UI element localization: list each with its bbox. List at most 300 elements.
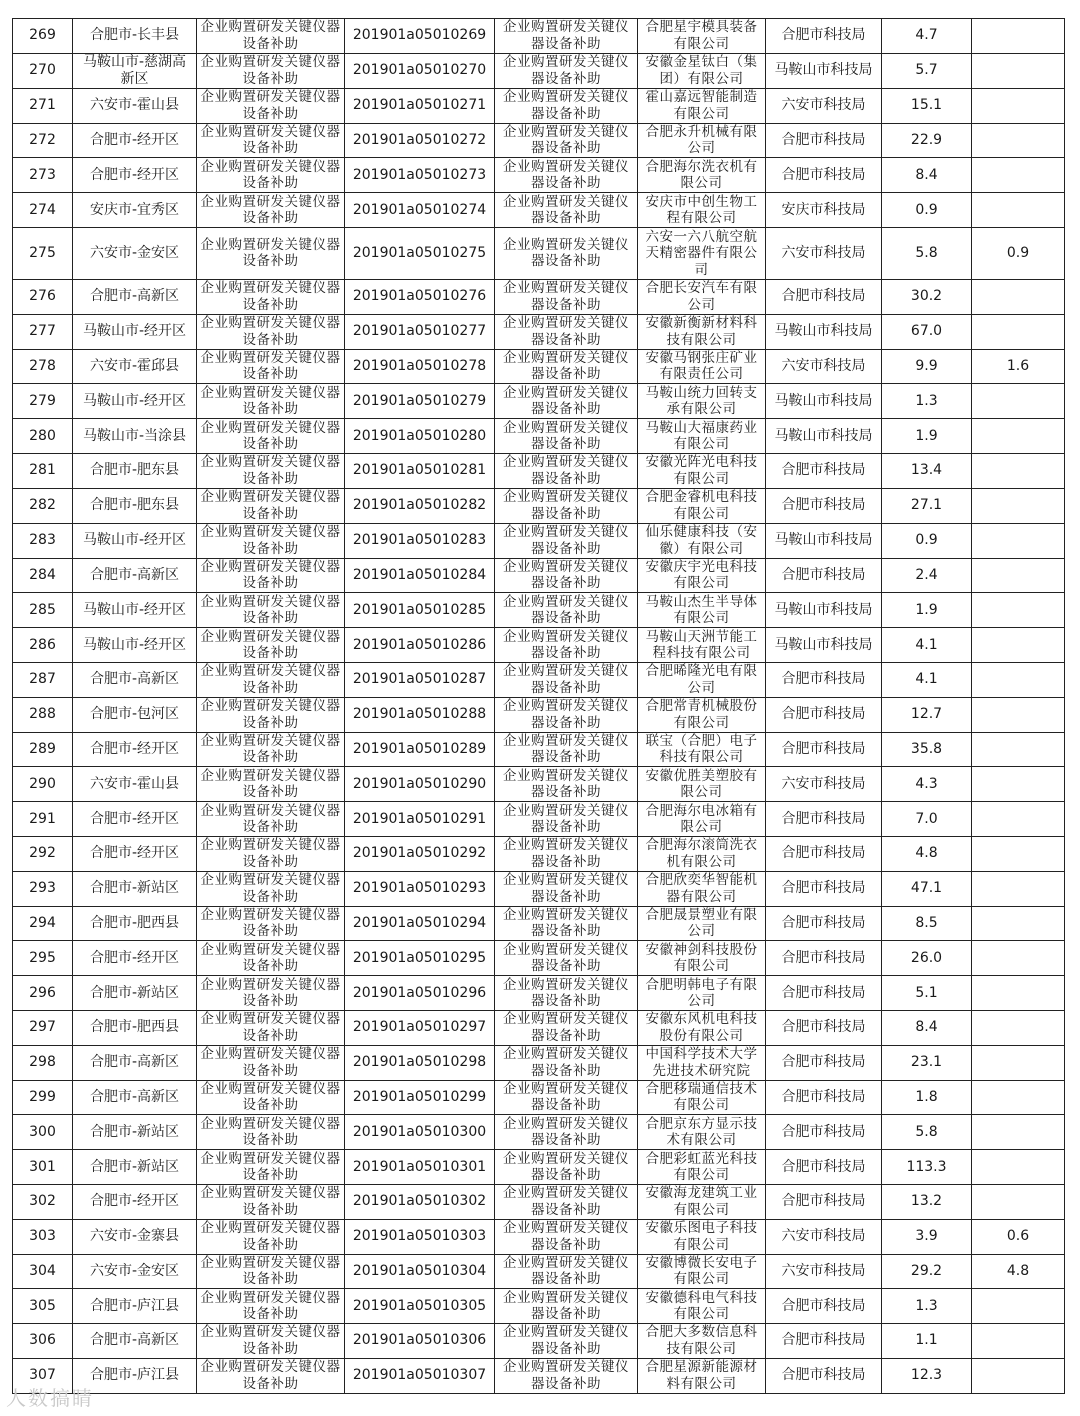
project-category: 企业购置研发关键仪器设备补助	[197, 1254, 345, 1289]
table-row	[13, 836, 1065, 871]
project-name: 企业购置研发关键仪器设备补助	[495, 53, 638, 88]
extra-amount	[972, 1289, 1065, 1324]
table-row	[13, 123, 1065, 158]
supervising-agency: 马鞍山市科技局	[766, 628, 882, 663]
project-name: 企业购置研发关键仪器设备补助	[495, 732, 638, 767]
project-category: 企业购置研发关键仪器设备补助	[197, 697, 345, 732]
row-index: 285	[13, 593, 73, 628]
supervising-agency: 合肥市科技局	[766, 1184, 882, 1219]
project-code: 201901a05010270	[345, 53, 495, 88]
project-code: 201901a05010275	[345, 227, 495, 279]
company-name: 合肥海尔电冰箱有限公司	[638, 802, 766, 837]
project-name: 企业购置研发关键仪器设备补助	[495, 1254, 638, 1289]
project-name: 企业购置研发关键仪器设备补助	[495, 1115, 638, 1150]
region: 马鞍山市-经开区	[73, 523, 197, 558]
subsidy-amount: 9.9	[882, 349, 972, 384]
project-category: 企业购置研发关键仪器设备补助	[197, 941, 345, 976]
subsidy-amount: 1.9	[882, 593, 972, 628]
table-row	[13, 1150, 1065, 1185]
row-index: 304	[13, 1254, 73, 1289]
subsidy-amount: 1.8	[882, 1080, 972, 1115]
extra-amount	[972, 523, 1065, 558]
supervising-agency: 六安市科技局	[766, 349, 882, 384]
company-name: 安徽海龙建筑工业有限公司	[638, 1184, 766, 1219]
company-name: 合肥彩虹蓝光科技有限公司	[638, 1150, 766, 1185]
project-name: 企业购置研发关键仪器设备补助	[495, 1289, 638, 1324]
project-category: 企业购置研发关键仪器设备补助	[197, 767, 345, 802]
subsidy-table	[12, 18, 1065, 1394]
extra-amount: 4.8	[972, 1254, 1065, 1289]
supervising-agency: 合肥市科技局	[766, 1324, 882, 1359]
supervising-agency: 合肥市科技局	[766, 906, 882, 941]
table-row	[13, 941, 1065, 976]
table-row	[13, 802, 1065, 837]
supervising-agency: 合肥市科技局	[766, 123, 882, 158]
supervising-agency: 马鞍山市科技局	[766, 419, 882, 454]
project-name: 企业购置研发关键仪器设备补助	[495, 1010, 638, 1045]
project-code: 201901a05010287	[345, 662, 495, 697]
company-name: 合肥晞隆光电有限公司	[638, 662, 766, 697]
table-row	[13, 158, 1065, 193]
region: 合肥市-经开区	[73, 1184, 197, 1219]
extra-amount	[972, 871, 1065, 906]
project-name: 企业购置研发关键仪器设备补助	[495, 976, 638, 1011]
extra-amount	[972, 158, 1065, 193]
extra-amount	[972, 976, 1065, 1011]
supervising-agency: 六安市科技局	[766, 767, 882, 802]
project-code: 201901a05010274	[345, 193, 495, 228]
project-category: 企业购置研发关键仪器设备补助	[197, 1219, 345, 1254]
supervising-agency: 合肥市科技局	[766, 697, 882, 732]
company-name: 合肥海尔洗衣机有限公司	[638, 158, 766, 193]
company-name: 马鞍山大福康药业有限公司	[638, 419, 766, 454]
company-name: 仙乐健康科技（安徽）有限公司	[638, 523, 766, 558]
extra-amount	[972, 88, 1065, 123]
region: 合肥市-经开区	[73, 941, 197, 976]
subsidy-amount: 113.3	[882, 1150, 972, 1185]
subsidy-amount: 1.9	[882, 419, 972, 454]
row-index: 279	[13, 384, 73, 419]
extra-amount	[972, 1358, 1065, 1393]
row-index: 280	[13, 419, 73, 454]
extra-amount	[972, 836, 1065, 871]
region: 合肥市-高新区	[73, 662, 197, 697]
company-name: 合肥京东方显示技术有限公司	[638, 1115, 766, 1150]
company-name: 中国科学技术大学先进技术研究院	[638, 1045, 766, 1080]
project-name: 企业购置研发关键仪器设备补助	[495, 767, 638, 802]
row-index: 281	[13, 453, 73, 488]
extra-amount	[972, 662, 1065, 697]
project-category: 企业购置研发关键仪器设备补助	[197, 193, 345, 228]
region: 六安市-金安区	[73, 227, 197, 279]
project-category: 企业购置研发关键仪器设备补助	[197, 593, 345, 628]
region: 六安市-霍邱县	[73, 349, 197, 384]
table-row	[13, 976, 1065, 1011]
extra-amount	[972, 314, 1065, 349]
company-name: 安徽庆宇光电科技有限公司	[638, 558, 766, 593]
company-name: 合肥星源新能源材料有限公司	[638, 1358, 766, 1393]
table-row	[13, 279, 1065, 314]
project-name: 企业购置研发关键仪器设备补助	[495, 1184, 638, 1219]
row-index: 305	[13, 1289, 73, 1324]
subsidy-amount: 1.3	[882, 384, 972, 419]
extra-amount	[972, 906, 1065, 941]
company-name: 合肥大多数信息科技有限公司	[638, 1324, 766, 1359]
table-row	[13, 53, 1065, 88]
region: 合肥市-肥东县	[73, 488, 197, 523]
project-code: 201901a05010276	[345, 279, 495, 314]
company-name: 安徽金星钛白（集团）有限公司	[638, 53, 766, 88]
project-category: 企业购置研发关键仪器设备补助	[197, 906, 345, 941]
project-category: 企业购置研发关键仪器设备补助	[197, 1115, 345, 1150]
supervising-agency: 马鞍山市科技局	[766, 53, 882, 88]
row-index: 272	[13, 123, 73, 158]
row-index: 282	[13, 488, 73, 523]
project-name: 企业购置研发关键仪器设备补助	[495, 227, 638, 279]
table-row	[13, 732, 1065, 767]
project-code: 201901a05010285	[345, 593, 495, 628]
region: 合肥市-经开区	[73, 836, 197, 871]
company-name: 联宝（合肥）电子科技有限公司	[638, 732, 766, 767]
table-row	[13, 662, 1065, 697]
region: 合肥市-肥西县	[73, 1010, 197, 1045]
row-index: 291	[13, 802, 73, 837]
project-category: 企业购置研发关键仪器设备补助	[197, 314, 345, 349]
row-index: 271	[13, 88, 73, 123]
row-index: 299	[13, 1080, 73, 1115]
subsidy-amount: 12.3	[882, 1358, 972, 1393]
project-code: 201901a05010296	[345, 976, 495, 1011]
subsidy-amount: 4.1	[882, 662, 972, 697]
supervising-agency: 合肥市科技局	[766, 1010, 882, 1045]
extra-amount	[972, 123, 1065, 158]
project-name: 企业购置研发关键仪器设备补助	[495, 871, 638, 906]
company-name: 合肥晟景塑业有限公司	[638, 906, 766, 941]
project-name: 企业购置研发关键仪器设备补助	[495, 1324, 638, 1359]
supervising-agency: 合肥市科技局	[766, 732, 882, 767]
supervising-agency: 合肥市科技局	[766, 1080, 882, 1115]
supervising-agency: 合肥市科技局	[766, 871, 882, 906]
project-category: 企业购置研发关键仪器设备补助	[197, 453, 345, 488]
table-body	[13, 19, 1065, 1394]
project-category: 企业购置研发关键仪器设备补助	[197, 488, 345, 523]
extra-amount: 0.6	[972, 1219, 1065, 1254]
extra-amount	[972, 732, 1065, 767]
company-name: 合肥欣奕华智能机器有限公司	[638, 871, 766, 906]
project-category: 企业购置研发关键仪器设备补助	[197, 349, 345, 384]
table-row	[13, 593, 1065, 628]
project-name: 企业购置研发关键仪器设备补助	[495, 158, 638, 193]
company-name: 六安一六八航空航天精密器件有限公司	[638, 227, 766, 279]
subsidy-amount: 4.3	[882, 767, 972, 802]
subsidy-amount: 67.0	[882, 314, 972, 349]
project-name: 企业购置研发关键仪器设备补助	[495, 453, 638, 488]
project-name: 企业购置研发关键仪器设备补助	[495, 1358, 638, 1393]
project-code: 201901a05010292	[345, 836, 495, 871]
subsidy-amount: 5.8	[882, 227, 972, 279]
supervising-agency: 合肥市科技局	[766, 453, 882, 488]
extra-amount	[972, 419, 1065, 454]
row-index: 302	[13, 1184, 73, 1219]
company-name: 合肥明韩电子有限公司	[638, 976, 766, 1011]
table-row	[13, 88, 1065, 123]
supervising-agency: 马鞍山市科技局	[766, 384, 882, 419]
subsidy-amount: 0.9	[882, 193, 972, 228]
region: 马鞍山市-当涂县	[73, 419, 197, 454]
supervising-agency: 合肥市科技局	[766, 662, 882, 697]
extra-amount	[972, 279, 1065, 314]
project-name: 企业购置研发关键仪器设备补助	[495, 628, 638, 663]
subsidy-amount: 13.2	[882, 1184, 972, 1219]
subsidy-amount: 12.7	[882, 697, 972, 732]
project-name: 企业购置研发关键仪器设备补助	[495, 384, 638, 419]
watermark: 人数搞睛	[6, 1386, 94, 1410]
extra-amount	[972, 1324, 1065, 1359]
subsidy-amount: 30.2	[882, 279, 972, 314]
project-category: 企业购置研发关键仪器设备补助	[197, 628, 345, 663]
region: 合肥市-高新区	[73, 558, 197, 593]
project-name: 企业购置研发关键仪器设备补助	[495, 906, 638, 941]
supervising-agency: 六安市科技局	[766, 88, 882, 123]
project-category: 企业购置研发关键仪器设备补助	[197, 802, 345, 837]
subsidy-amount: 8.4	[882, 158, 972, 193]
subsidy-amount: 3.9	[882, 1219, 972, 1254]
row-index: 287	[13, 662, 73, 697]
row-index: 294	[13, 906, 73, 941]
project-name: 企业购置研发关键仪器设备补助	[495, 1150, 638, 1185]
row-index: 295	[13, 941, 73, 976]
project-name: 企业购置研发关键仪器设备补助	[495, 314, 638, 349]
region: 安庆市-宜秀区	[73, 193, 197, 228]
subsidy-amount: 2.4	[882, 558, 972, 593]
table-row	[13, 871, 1065, 906]
extra-amount	[972, 488, 1065, 523]
company-name: 安徽博微长安电子有限公司	[638, 1254, 766, 1289]
region: 合肥市-高新区	[73, 1045, 197, 1080]
row-index: 276	[13, 279, 73, 314]
row-index: 283	[13, 523, 73, 558]
extra-amount	[972, 19, 1065, 54]
company-name: 安徽马钢张庄矿业有限责任公司	[638, 349, 766, 384]
project-code: 201901a05010280	[345, 419, 495, 454]
extra-amount	[972, 453, 1065, 488]
row-index: 270	[13, 53, 73, 88]
project-category: 企业购置研发关键仪器设备补助	[197, 419, 345, 454]
row-index: 269	[13, 19, 73, 54]
project-code: 201901a05010293	[345, 871, 495, 906]
project-code: 201901a05010306	[345, 1324, 495, 1359]
project-code: 201901a05010300	[345, 1115, 495, 1150]
project-category: 企业购置研发关键仪器设备补助	[197, 1080, 345, 1115]
region: 马鞍山市-经开区	[73, 384, 197, 419]
company-name: 合肥金睿机电科技有限公司	[638, 488, 766, 523]
project-code: 201901a05010277	[345, 314, 495, 349]
supervising-agency: 合肥市科技局	[766, 976, 882, 1011]
subsidy-amount: 5.1	[882, 976, 972, 1011]
region: 马鞍山市-经开区	[73, 593, 197, 628]
company-name: 安徽优胜美塑胶有限公司	[638, 767, 766, 802]
project-code: 201901a05010289	[345, 732, 495, 767]
subsidy-amount: 29.2	[882, 1254, 972, 1289]
project-code: 201901a05010279	[345, 384, 495, 419]
project-category: 企业购置研发关键仪器设备补助	[197, 123, 345, 158]
table-row	[13, 1254, 1065, 1289]
project-code: 201901a05010281	[345, 453, 495, 488]
region: 六安市-霍山县	[73, 88, 197, 123]
supervising-agency: 合肥市科技局	[766, 1115, 882, 1150]
table-row	[13, 419, 1065, 454]
project-name: 企业购置研发关键仪器设备补助	[495, 523, 638, 558]
row-index: 286	[13, 628, 73, 663]
project-name: 企业购置研发关键仪器设备补助	[495, 279, 638, 314]
subsidy-amount: 15.1	[882, 88, 972, 123]
region: 六安市-金寨县	[73, 1219, 197, 1254]
project-code: 201901a05010294	[345, 906, 495, 941]
table-row	[13, 453, 1065, 488]
table-row	[13, 1080, 1065, 1115]
project-code: 201901a05010271	[345, 88, 495, 123]
project-category: 企业购置研发关键仪器设备补助	[197, 1184, 345, 1219]
project-category: 企业购置研发关键仪器设备补助	[197, 836, 345, 871]
extra-amount	[972, 193, 1065, 228]
project-code: 201901a05010295	[345, 941, 495, 976]
supervising-agency: 六安市科技局	[766, 1254, 882, 1289]
project-name: 企业购置研发关键仪器设备补助	[495, 697, 638, 732]
region: 合肥市-包河区	[73, 697, 197, 732]
row-index: 296	[13, 976, 73, 1011]
subsidy-amount: 35.8	[882, 732, 972, 767]
table-row	[13, 1358, 1065, 1393]
project-category: 企业购置研发关键仪器设备补助	[197, 523, 345, 558]
project-category: 企业购置研发关键仪器设备补助	[197, 662, 345, 697]
project-category: 企业购置研发关键仪器设备补助	[197, 976, 345, 1011]
project-name: 企业购置研发关键仪器设备补助	[495, 558, 638, 593]
project-category: 企业购置研发关键仪器设备补助	[197, 1324, 345, 1359]
project-category: 企业购置研发关键仪器设备补助	[197, 1289, 345, 1324]
table-row	[13, 349, 1065, 384]
extra-amount	[972, 593, 1065, 628]
project-code: 201901a05010272	[345, 123, 495, 158]
project-code: 201901a05010302	[345, 1184, 495, 1219]
region: 合肥市-新站区	[73, 1150, 197, 1185]
subsidy-amount: 1.3	[882, 1289, 972, 1324]
table-row	[13, 1324, 1065, 1359]
extra-amount	[972, 1045, 1065, 1080]
project-code: 201901a05010278	[345, 349, 495, 384]
table-row	[13, 523, 1065, 558]
region: 合肥市-长丰县	[73, 19, 197, 54]
extra-amount	[972, 697, 1065, 732]
project-name: 企业购置研发关键仪器设备补助	[495, 836, 638, 871]
region: 合肥市-新站区	[73, 976, 197, 1011]
extra-amount	[972, 1184, 1065, 1219]
subsidy-amount: 4.7	[882, 19, 972, 54]
project-code: 201901a05010286	[345, 628, 495, 663]
project-code: 201901a05010273	[345, 158, 495, 193]
subsidy-amount: 13.4	[882, 453, 972, 488]
region: 六安市-金安区	[73, 1254, 197, 1289]
supervising-agency: 合肥市科技局	[766, 19, 882, 54]
project-category: 企业购置研发关键仪器设备补助	[197, 558, 345, 593]
company-name: 马鞍山杰生半导体有限公司	[638, 593, 766, 628]
table-row	[13, 227, 1065, 279]
supervising-agency: 合肥市科技局	[766, 941, 882, 976]
company-name: 霍山嘉远智能制造有限公司	[638, 88, 766, 123]
row-index: 288	[13, 697, 73, 732]
project-code: 201901a05010301	[345, 1150, 495, 1185]
subsidy-amount: 8.4	[882, 1010, 972, 1045]
supervising-agency: 马鞍山市科技局	[766, 314, 882, 349]
supervising-agency: 合肥市科技局	[766, 279, 882, 314]
row-index: 306	[13, 1324, 73, 1359]
project-category: 企业购置研发关键仪器设备补助	[197, 53, 345, 88]
row-index: 298	[13, 1045, 73, 1080]
project-code: 201901a05010282	[345, 488, 495, 523]
extra-amount	[972, 558, 1065, 593]
company-name: 安徽新衡新材料科技有限公司	[638, 314, 766, 349]
region: 合肥市-高新区	[73, 279, 197, 314]
project-category: 企业购置研发关键仪器设备补助	[197, 1150, 345, 1185]
supervising-agency: 合肥市科技局	[766, 836, 882, 871]
region: 合肥市-新站区	[73, 1115, 197, 1150]
project-code: 201901a05010299	[345, 1080, 495, 1115]
subsidy-amount: 1.1	[882, 1324, 972, 1359]
extra-amount	[972, 1010, 1065, 1045]
row-index: 289	[13, 732, 73, 767]
region: 合肥市-庐江县	[73, 1289, 197, 1324]
supervising-agency: 合肥市科技局	[766, 558, 882, 593]
supervising-agency: 合肥市科技局	[766, 158, 882, 193]
company-name: 马鞍山统力回转支承有限公司	[638, 384, 766, 419]
table-row	[13, 1115, 1065, 1150]
project-code: 201901a05010307	[345, 1358, 495, 1393]
table-row	[13, 384, 1065, 419]
region: 合肥市-经开区	[73, 732, 197, 767]
region: 合肥市-新站区	[73, 871, 197, 906]
company-name: 合肥永升机械有限公司	[638, 123, 766, 158]
company-name: 马鞍山天洲节能工程科技有限公司	[638, 628, 766, 663]
extra-amount	[972, 767, 1065, 802]
table-row	[13, 697, 1065, 732]
project-category: 企业购置研发关键仪器设备补助	[197, 871, 345, 906]
table-row	[13, 488, 1065, 523]
project-name: 企业购置研发关键仪器设备补助	[495, 1045, 638, 1080]
extra-amount	[972, 53, 1065, 88]
extra-amount	[972, 1150, 1065, 1185]
table-row	[13, 628, 1065, 663]
project-name: 企业购置研发关键仪器设备补助	[495, 941, 638, 976]
row-index: 297	[13, 1010, 73, 1045]
project-category: 企业购置研发关键仪器设备补助	[197, 19, 345, 54]
row-index: 292	[13, 836, 73, 871]
project-code: 201901a05010304	[345, 1254, 495, 1289]
region: 六安市-霍山县	[73, 767, 197, 802]
subsidy-amount: 8.5	[882, 906, 972, 941]
row-index: 307	[13, 1358, 73, 1393]
region: 马鞍山市-经开区	[73, 628, 197, 663]
project-name: 企业购置研发关键仪器设备补助	[495, 488, 638, 523]
subsidy-amount: 4.1	[882, 628, 972, 663]
row-index: 300	[13, 1115, 73, 1150]
project-code: 201901a05010269	[345, 19, 495, 54]
table-row	[13, 314, 1065, 349]
subsidy-amount: 4.8	[882, 836, 972, 871]
table-row	[13, 193, 1065, 228]
project-code: 201901a05010288	[345, 697, 495, 732]
company-name: 安徽东风机电科技股份有限公司	[638, 1010, 766, 1045]
company-name: 安庆市中创生物工程有限公司	[638, 193, 766, 228]
project-name: 企业购置研发关键仪器设备补助	[495, 349, 638, 384]
